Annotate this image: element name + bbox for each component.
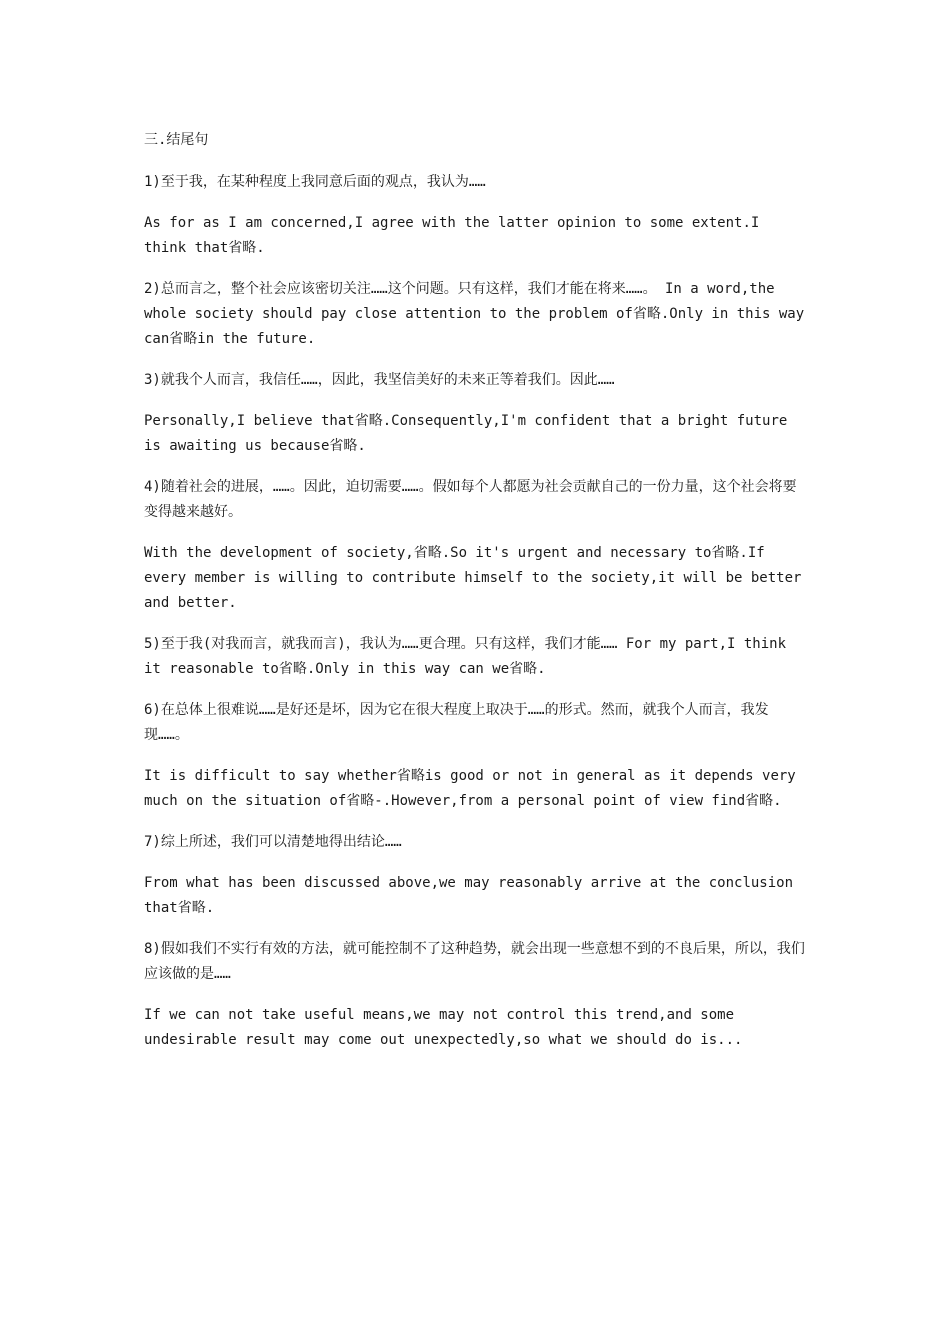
document-page	[144, 128, 808, 1069]
paragraph-1-en: As for as I am concerned,I agree with the latter opinion to some extent.I think that省略.	[144, 215, 760, 256]
paragraph-6-en: It is difficult to say whether省略is good or not in general as it depends very much on the situation of省略-.However,from a personal point of view find省略.	[144, 768, 796, 809]
paragraph-3-zh: 3)就我个人而言，我信任……，因此，我坚信美好的未来正等着我们。因此……	[144, 372, 615, 388]
paragraph-8-en: If we can not take useful means,we may not control this trend,and some undesirable result may come out unexpectedly,so what we should do is...	[144, 1007, 743, 1048]
paragraph-8-zh: 8)假如我们不实行有效的方法，就可能控制不了这种趋势，就会出现一些意想不到的不良后果，所以，我们应该做的是……	[144, 941, 805, 982]
paragraph-1-zh: 1)至于我，在某种程度上我同意后面的观点，我认为……	[144, 174, 486, 190]
paragraph-7-zh: 7)综上所述，我们可以清楚地得出结论……	[144, 834, 402, 850]
paragraph-5: 5)至于我(对我而言，就我而言)，我认为……更合理。只有这样，我们才能…… For my part,I think it reasonable to省略.Only in this way can we省略.	[144, 636, 787, 677]
paragraph-4-zh: 4)随着社会的进展，……。因此，迫切需要……。假如每个人都愿为社会贡献自己的一份力量，这个社会将要变得越来越好。	[144, 479, 797, 520]
paragraph-6-zh: 6)在总体上很难说……是好还是坏，因为它在很大程度上取决于……的形式。然而，就我个人而言，我发现……。	[144, 702, 769, 743]
paragraph-2: 2)总而言之，整个社会应该密切关注……这个问题。只有这样，我们才能在将来……。 In a word,the whole society should pay close attention to the problem of省略.Only in this way can省略in the future.	[144, 281, 805, 347]
paragraph-4-en: With the development of society,省略.So it's urgent and necessary to省略.If every member is willing to contribute himself to the society,it will be better and better.	[144, 545, 802, 611]
paragraph-7-en: From what has been discussed above,we may reasonably arrive at the conclusion that省略.	[144, 875, 794, 916]
section-title: 三.结尾句	[144, 132, 209, 148]
paragraph-3-en: Personally,I believe that省略.Consequently,I'm confident that a bright future is awaiting us because省略.	[144, 413, 788, 454]
